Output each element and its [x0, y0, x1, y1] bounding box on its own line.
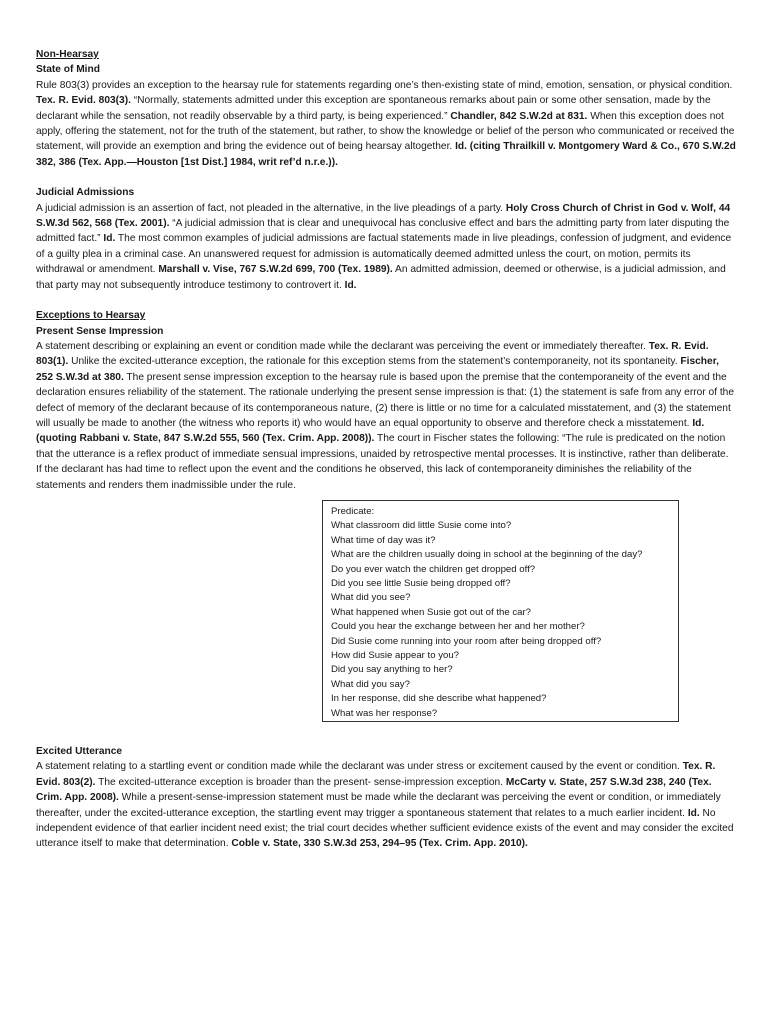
- section-heading-non-hearsay: Non-Hearsay: [36, 49, 99, 60]
- citation: Marshall v. Vise, 767 S.W.2d 699, 700 (Tex. 1989).: [158, 264, 393, 276]
- text-segment: A judicial admission is an assertion of fact, not pleaded in the alternative, in the live pleadings of a party.: [36, 202, 506, 214]
- predicate-question: What classroom did little Susie come into?: [331, 520, 512, 532]
- citation: Id.: [344, 279, 357, 291]
- predicate-question: Did you see little Susie being dropped off?: [331, 578, 511, 589]
- text-segment: The excited-utterance exception is broader than the present- sense-impression exception.: [95, 776, 506, 788]
- text-segment: A statement describing or explaining an event or condition made while the declarant was perceiving the event or immediately thereafter.: [36, 340, 649, 352]
- text-segment: “A judicial admission that is clear and unequivocal has conclusive effect and bars the admitting party from later disputing the admitted fact.”: [36, 218, 730, 245]
- text-segment: A statement relating to a startling event or condition made while the declarant was under stress or excitement caused by the event or condition.: [36, 761, 683, 773]
- subheading-judicial-admissions: Judicial Admissions: [36, 187, 135, 199]
- text-segment: An admitted admission, deemed or otherwise, is a judicial admission, and that party may not subsequently introduce testimony to controvert it.: [36, 264, 726, 291]
- paragraph-excited-utterance: [36, 759, 736, 851]
- citation: Chandler, 842 S.W.2d at 831.: [450, 110, 588, 122]
- citation: Coble v. State, 330 S.W.3d 253, 294–95 (Tex. Crim. App. 2010).: [231, 838, 528, 850]
- citation: Holy Cross Church of Christ in God v. Wolf, 44 S.W.3d 562, 568 (Tex. 2001).: [36, 202, 731, 230]
- document-page: [36, 47, 736, 852]
- citation: Tex. R. Evid. 803(3).: [36, 95, 131, 107]
- citation: Id. (citing Thrailkill v. Montgomery Ward & Co., 670 S.W.2d 382, 386 (Tex. App.—Houston [1st Dist.] 1984, writ ref’d n.r.e.)).: [36, 141, 736, 168]
- predicate-question: Did Susie come running into your room after being dropped off?: [331, 635, 602, 647]
- predicate-question: What happened when Susie got out of the car?: [331, 606, 532, 618]
- citation: McCarty v. State, 257 S.W.3d 238, 240 (Tex. Crim. App. 2008).: [36, 776, 712, 804]
- text-segment: Rule 803(3) provides an exception to the hearsay rule for statements regarding one’s then-existing state of mind, emotion, sensation, or physical condition.: [36, 79, 733, 91]
- paragraph-state-of-mind: [36, 78, 736, 170]
- text-segment: The most common examples of judicial admissions are factual statements made in live pleadings, confession of judgment, and evidence of a guilty plea in a criminal case. An unanswered request for admission is automatically deemed admitted unless the court, on motion, permits its withdrawal or amendment.: [36, 233, 732, 276]
- predicate-question: Could you hear the exchange between her and her mother?: [331, 621, 585, 633]
- predicate-question: What was her response?: [331, 707, 438, 719]
- text-segment: No independent evidence of that earlier incident need exist; the trial court decides whether sufficient evidence exists of the event and may consider the excited utterance itself to make that determination.: [36, 807, 734, 850]
- citation: Id. (quoting Rabbani v. State, 847 S.W.2d 555, 560 (Tex. Crim. App. 2008)).: [36, 417, 705, 445]
- paragraph-judicial-admissions: [36, 201, 736, 293]
- predicate-box: [322, 500, 679, 722]
- paragraph-present-sense-impression: [36, 339, 736, 493]
- text-segment: When this exception does not apply, offering the statement, not for the truth of the statement, but rather, to show the knowledge or belief of the person who communicated or received the statement, will provide an exemption and bring the evidence out of being hearsay altogether.: [36, 110, 735, 153]
- citation: Fischer, 252 S.W.3d at 380.: [36, 356, 719, 383]
- text-segment: While a present-sense-impression statement must be made while the declarant was perceiving the event or condition, or immediately thereafter, under the excited-utterance exception, the startling event may trigger a spontaneous statement that relates to a much earlier incident.: [36, 792, 721, 819]
- predicate-question: What did you say?: [331, 678, 410, 690]
- subheading-present-sense-impression: Present Sense Impression: [36, 325, 164, 337]
- subheading-excited-utterance: Excited Utterance: [36, 745, 123, 757]
- predicate-question: What time of day was it?: [331, 534, 436, 546]
- citation: Id.: [687, 807, 700, 819]
- citation: Tex. R. Evid. 803(2).: [36, 761, 716, 788]
- text-segment: Unlike the excited-utterance exception, the rationale for this exception stems from the statement’s contemporaneity, not its spontaneity.: [68, 356, 681, 368]
- citation: Id.: [103, 233, 116, 245]
- predicate-question: Do you ever watch the children get dropped off?: [331, 563, 536, 575]
- section-heading-exceptions: Exceptions to Hearsay: [36, 310, 146, 322]
- predicate-label: Predicate:: [331, 505, 375, 517]
- citation: Tex. R. Evid. 803(1).: [36, 340, 709, 368]
- subheading-state-of-mind: State of Mind: [36, 64, 100, 76]
- predicate-question: What are the children usually doing in school at the beginning of the day?: [331, 549, 643, 561]
- predicate-question: In her response, did she describe what happened?: [331, 693, 547, 705]
- text-segment: The present sense impression exception to the hearsay rule is based upon the premise that the contemporaneity of the event and the declaration ensures reliability of the statement. The rationale underlying the present sense impression is that: (1) the statement is safe from any error of the defect of memory of the declarant because of its contemporaneous nature, (2) there is little or no time for a calculated misstatement, and (3) the statement will usually be made to another (the witness who reports it) who would have an equal opportunity to observe and therefore check a misstatement.: [36, 371, 735, 429]
- predicate-question: What did you see?: [331, 592, 411, 604]
- text-segment: The court in Fischer states the following: “The rule is predicated on the notion that the utterance is a reflex product of immediate sensual impressions, unaided by retrospective mental processes. It is instinctive, rather than deliberate. If the declarant has had time to reflect upon the event and the conditions he observed, this lack of contemporaneity diminishes the reliability of the statements and renders them inadmissible under the rule.: [36, 433, 729, 491]
- predicate-question: Did you say anything to her?: [331, 664, 453, 676]
- text-segment: “Normally, statements admitted under this exception are spontaneous remarks about pain or some other sensation, made by the declarant while the sensation, not readily observable by a third party, is being experienced.”: [36, 95, 711, 122]
- predicate-question: How did Susie appear to you?: [331, 650, 459, 662]
